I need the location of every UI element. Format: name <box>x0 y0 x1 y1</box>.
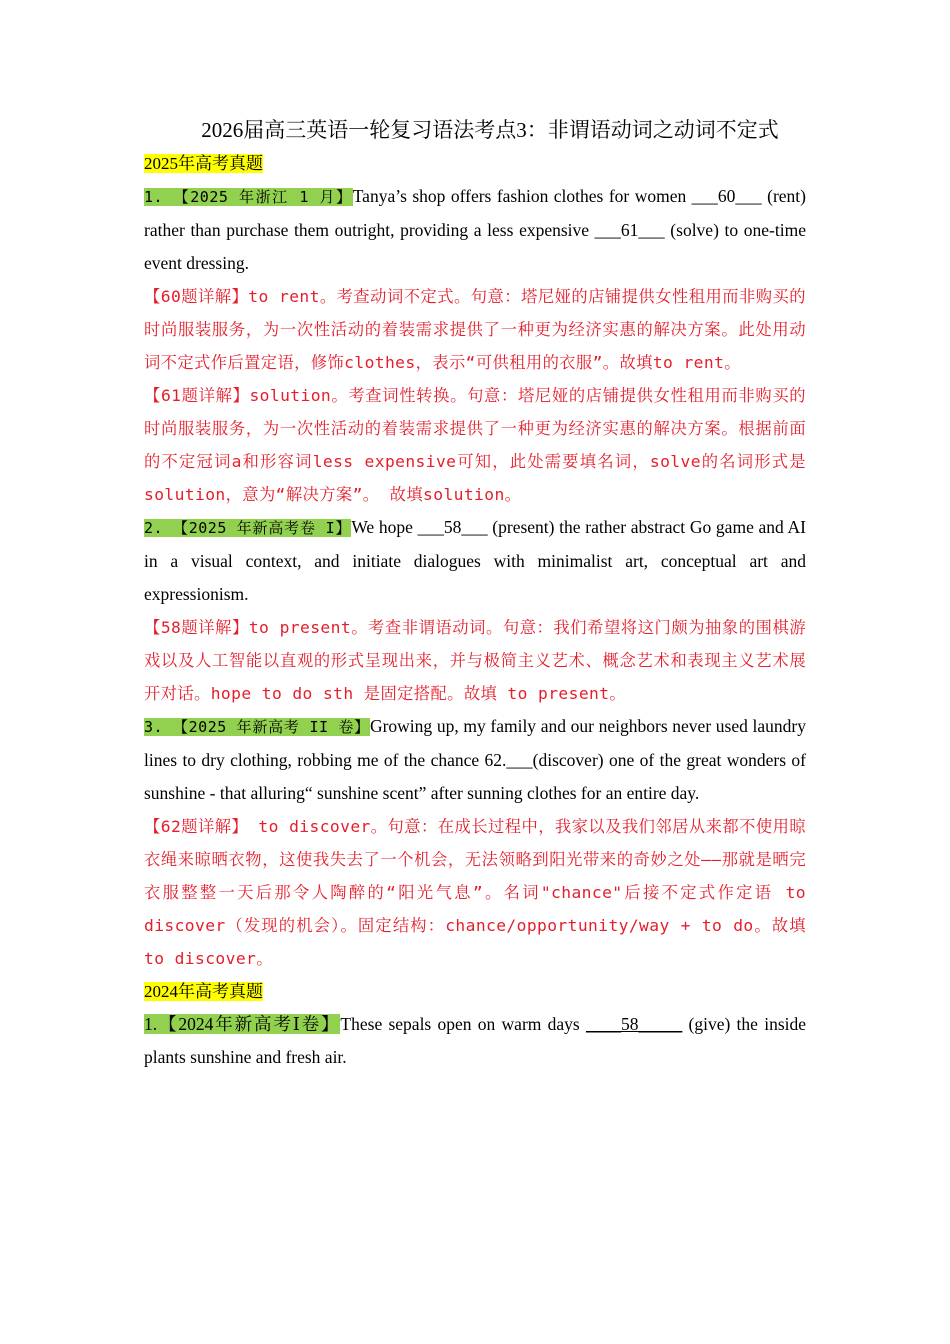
question-1-2025 <box>144 180 806 280</box>
question-2-2025 <box>144 511 806 611</box>
section-heading-2025: 2025年高考真题 <box>144 154 263 173</box>
answer-explanation-60: 【60题详解】to rent。考查动词不定式。句意：塔尼娅的店铺提供女性租用而非购买的时尚服装服务，为一次性活动的着装需求提供了一种更为经济实惠的解决方案。此处用动词不定式作后置定语，修饰clothes，表示“可供租用的衣服”。故填to rent。 <box>144 287 806 372</box>
question-text: Growing up, my family and our neighbors never used laundry lines to dry clothing, robbing me of the chance 62.___(discover) one of the great wonders of sunshine - that alluring“ sunshine scent” after sunning clothes for an entire day. <box>144 716 806 803</box>
document-title: 2026届高三英语一轮复习语法考点3：非谓语动词之动词不定式 <box>201 118 779 142</box>
question-3-2025 <box>144 710 806 810</box>
answer-explanation-62: 【62题详解】 to discover。句意：在成长过程中，我家以及我们邻居从来都不使用晾衣绳来晾晒衣物，这使我失去了一个机会，无法领略到阳光带来的奇妙之处——那就是晒完衣服整整一天后那令人陶醉的“阳光气息”。名词"chance"后接不定式作定语 to discover（发现的机会）。固定结构：chance/opportunity/way + to do。故填 to discover。 <box>144 817 806 968</box>
question-text: We hope ___58___ (present) the rather abstract Go game and AI in a visual context, and initiate dialogues with minimalist art, conceptual art and expressionism. <box>144 517 806 604</box>
question-text-after: (give) the inside plants sunshine and fresh air. <box>144 1014 807 1067</box>
question-tag: 2. 【2025 年新高考卷 I】 <box>144 519 352 537</box>
answer-explanation-58: 【58题详解】to present。考查非谓语动词。句意：我们希望将这门颇为抽象的围棋游戏以及人工智能以直观的形式呈现出来，并与极简主义艺术、概念艺术和表现主义艺术展开对话。hope to do sth 是固定搭配。故填 to present。 <box>144 618 806 703</box>
question-tag: 1. 【2025 年浙江 1 月】 <box>144 188 353 206</box>
question-text: Tanya’s shop offers fashion clothes for women ___60___ (rent) rather than purchase them outright, providing a less expensive ___61___ (solve) to one-time event dressing. <box>144 186 806 273</box>
answer-explanation-61: 【61题详解】solution。考查词性转换。句意：塔尼娅的店铺提供女性租用而非购买的时尚服装服务，为一次性活动的着装需求提供了一种更为经济实惠的解决方案。根据前面的不定冠词a和形容词less expensive可知，此处需要填名词，solve的名词形式是solution，意为“解决方案”。 故填solution。 <box>144 386 806 504</box>
question-tag: 1.【2024年新高考Ⅰ卷】 <box>144 1014 341 1034</box>
question-blank: ____58_____ <box>586 1014 683 1034</box>
section-heading-2024: 2024年高考真题 <box>144 982 263 1001</box>
question-text-before: These sepals open on warm days <box>340 1014 586 1034</box>
question-tag: 3. 【2025 年新高考 II 卷】 <box>144 718 370 736</box>
question-1-2024 <box>144 1008 806 1074</box>
document-body <box>144 113 806 1074</box>
